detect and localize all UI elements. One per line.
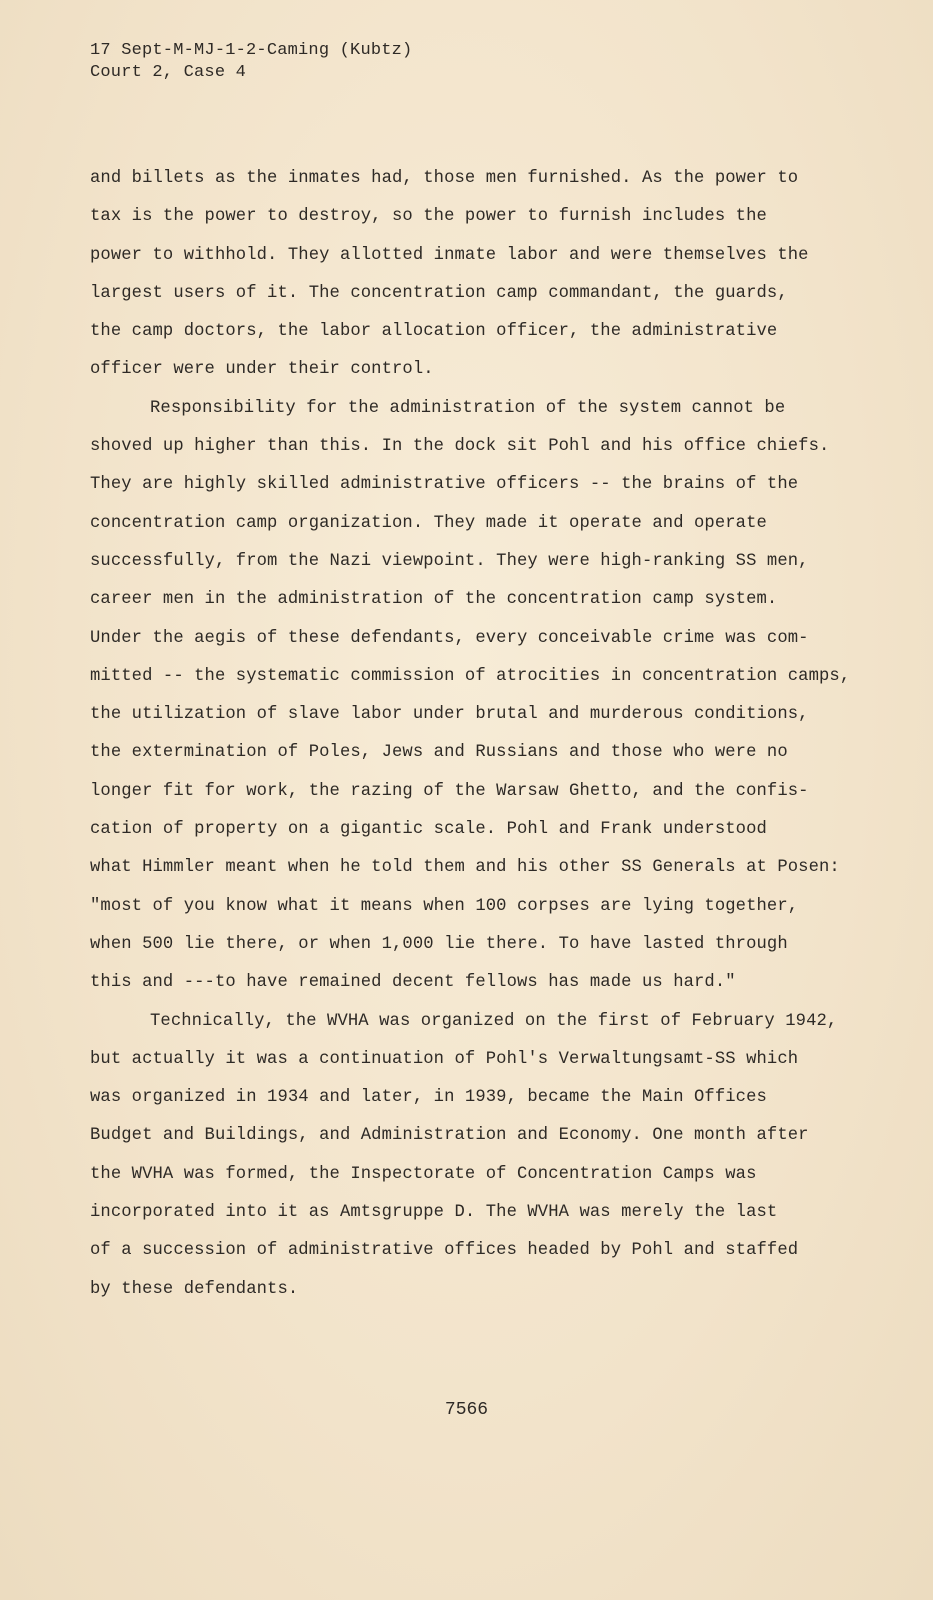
text-line: cation of property on a gigantic scale. Pohl and Frank understood — [90, 820, 767, 840]
text-line: concentration camp organization. They made it operate and operate — [90, 513, 767, 533]
transcript-body — [90, 160, 850, 1309]
text-line: was organized in 1934 and later, in 1939, became the Main Offices — [90, 1088, 767, 1108]
header-session-line: 17 Sept-M-MJ-1-2-Caming (Kubtz) — [90, 41, 413, 60]
text-line: successfully, from the Nazi viewpoint. They were high-ranking SS men, — [90, 551, 809, 571]
text-line: what Himmler meant when he told them and his other SS Generals at Posen: — [90, 858, 840, 878]
text-line: but actually it was a continuation of Pohl's Verwaltungsamt-SS which — [90, 1049, 799, 1069]
text-line: mitted -- the systematic commission of atrocities in concentration camps, — [90, 666, 851, 686]
text-line: They are highly skilled administrative officers -- the brains of the — [90, 475, 799, 495]
text-line: longer fit for work, the razing of the Warsaw Ghetto, and the confis- — [90, 781, 809, 801]
text-line: the WVHA was formed, the Inspectorate of Concentration Camps was — [90, 1164, 757, 1184]
text-line: career men in the administration of the concentration camp system. — [90, 590, 778, 610]
paragraph-start-line: Technically, the WVHA was organized on the first of February 1942, — [150, 1011, 838, 1031]
text-line: the camp doctors, the labor allocation officer, the administrative — [90, 322, 778, 342]
header-court-line: Court 2, Case 4 — [90, 63, 247, 82]
text-line: and billets as the inmates had, those men furnished. As the power to — [90, 169, 799, 188]
text-line: officer were under their control. — [90, 360, 434, 380]
document-header — [90, 40, 412, 84]
text-line: largest users of it. The concentration camp commandant, the guards, — [90, 283, 788, 303]
text-line: power to withhold. They allotted inmate labor and were themselves the — [90, 245, 809, 265]
text-line: "most of you know what it means when 100 corpses are lying together, — [90, 896, 799, 916]
text-line: of a succession of administrative offices headed by Pohl and staffed — [90, 1241, 799, 1261]
text-line: Under the aegis of these defendants, every conceivable crime was com- — [90, 628, 809, 648]
text-line: by these defendants. — [90, 1279, 299, 1299]
text-line: when 500 lie there, or when 1,000 lie there. To have lasted through — [90, 934, 788, 954]
text-line: the extermination of Poles, Jews and Russians and those who were no — [90, 743, 788, 763]
paragraph-start-line: Responsibility for the administration of the system cannot be — [150, 398, 786, 418]
text-line: shoved up higher than this. In the dock sit Pohl and his office chiefs. — [90, 437, 830, 457]
text-line: tax is the power to destroy, so the power to furnish includes the — [90, 207, 767, 227]
text-line: the utilization of slave labor under brutal and murderous conditions, — [90, 705, 809, 725]
page-number: 7566 — [444, 1400, 489, 1420]
text-line: this and ---to have remained decent fellows has made us hard." — [90, 973, 736, 993]
text-line: Budget and Buildings, and Administration and Economy. One month after — [90, 1126, 809, 1146]
text-line: incorporated into it as Amtsgruppe D. The WVHA was merely the last — [90, 1203, 778, 1223]
